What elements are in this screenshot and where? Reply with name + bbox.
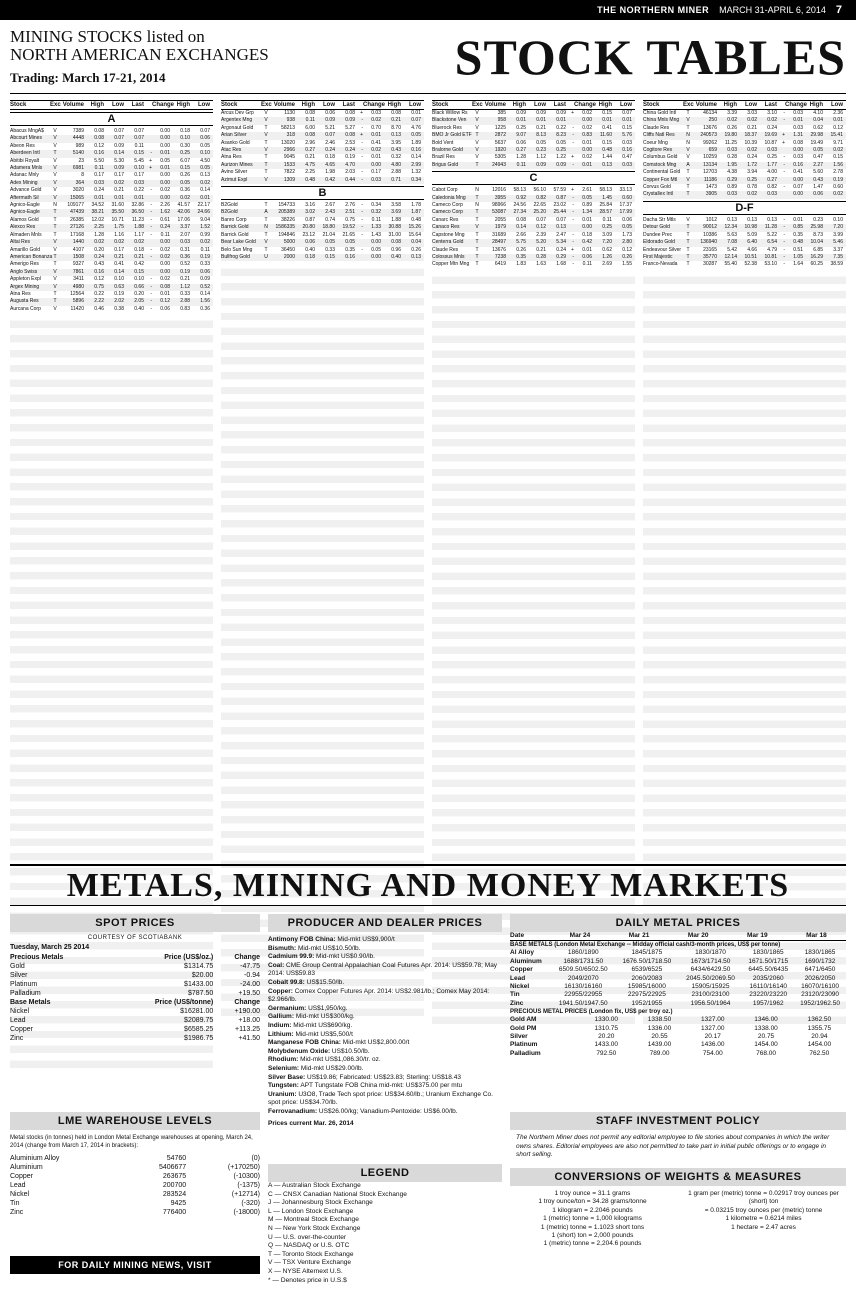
conversion-item: 1 troy ounce/ton = 34.28 grams/tonne	[538, 1198, 647, 1206]
stock-rows	[432, 110, 635, 169]
price-row: Zinc $1986.75 +41.50	[10, 1035, 260, 1042]
stock-row: Amerigo Res T 9327 0.43 0.41 0.42 0.00 0.52 0.33	[10, 261, 210, 268]
staff-policy	[510, 1112, 846, 1164]
metal-row: Copper 6509.50/6502.50 6539/6525 6434/6429.50 6445.50/6435 6471/6450	[510, 966, 836, 974]
producer-list	[268, 936, 502, 1116]
producer-item: Manganese FOB China: Mid-mkt US$2,800.00/t	[268, 1039, 410, 1047]
price-row: Lead $2089.75 +18.00	[10, 1017, 260, 1024]
legend-item: C — CNSX Canadian National Stock Exchange	[268, 1190, 407, 1198]
producer-item: Tungsten: APT Tungstate FOB China mid-mkt: US$375.00 per mtu	[268, 1082, 463, 1090]
stock-rows	[221, 110, 424, 184]
stock-row: Endeavour Silver T 23165 5.42 4.66 4.79 - 0.51 6.85 3.37	[643, 246, 843, 253]
lme-warehouse	[10, 1112, 260, 1217]
stock-row: Arcus Dev Grp V 1130 0.08 0.06 0.08 + 0.03 0.08 0.01	[221, 110, 421, 116]
stock-row: Appleton Expl V 3411 0.12 0.10 0.10 - 0.02 0.21 0.09	[10, 276, 210, 283]
legend-item: U — U.S. over-the-counter	[268, 1233, 347, 1241]
stock-row: Almaden Mnls T 17168 1.28 1.16 1.17 - 0.11 2.07 0.99	[10, 231, 210, 238]
price-row: Silver $20.00 -0.94	[10, 972, 260, 979]
price-row: Tin 9425 (-320)	[10, 1200, 260, 1207]
stock-rows	[643, 217, 846, 269]
section-letter-c: C	[432, 171, 635, 185]
precious-table: Precious Metals Price (US$/oz.) Change Gold $1314.75 -47.75 Silver $20.00 -0.94 Platinum $1433.00 -24.00 Palladium $787.50 +19.50 Base Metals Price (US$/tonne) Change Nickel $16281.00 +190.00 Lead $2089.75 +18.00 Copper $6585.25 +113.25 Zinc $1986.75 +41.50	[10, 954, 260, 1042]
metal-row: Nickel 16130/16160 15985/16000 15905/15925 16110/16140 16070/16100	[510, 983, 840, 991]
metal-row: Zinc 1941.50/1947.50 1952/1955 1956.50/1964 1957/1962 1952/1962.50	[510, 999, 840, 1007]
stock-column-4	[643, 100, 846, 860]
stock-row: Belo Sun Mng T 36450 0.40 0.33 0.35 - 0.05 0.96 0.26	[221, 246, 421, 253]
daily-note-base: BASE METALS (London Metal Exchange -- Midday official cash/3-month prices, US$ per tonne)	[510, 942, 781, 949]
conversion-item: 1 (metric) tonne = 2,204.6 pounds	[543, 1240, 642, 1248]
producer-item: Lithium: Mid-mkt US$5,500/t	[268, 1030, 353, 1038]
producer-item: Silver Base: US$19.86; Fabricated: US$23.83; Sterling: US$18.43	[268, 1073, 461, 1081]
stock-row: Barrick Gold N 1586335 20.80 18.80 19.52 - 1.33 30.88 15.26	[221, 224, 424, 231]
producer-title: PRODUCER AND DEALER PRICES	[268, 914, 502, 932]
stock-row: Alexco Res T 27126 2.25 1.75 1.88 - 0.24 3.37 1.52	[10, 224, 213, 231]
stock-row: Brazil Res V 5305 1.28 1.12 1.22 + 0.02 1.44 0.47	[432, 154, 632, 161]
stock-rows	[643, 110, 846, 199]
stock-row: Claude Res T 13676 0.26 0.21 0.24 0.03 0.62 0.12	[643, 124, 843, 131]
column-header: Stock Exc Volume High Low Last Change High Low	[10, 100, 213, 110]
stock-column-2	[221, 100, 424, 860]
price-row: Lead 200700 (-1375)	[10, 1182, 260, 1189]
stock-row: Arian Silver V 318 0.08 0.07 0.08 + 0.01 0.13 0.05	[221, 132, 424, 139]
stock-row: BMO Jr Gold ETF T 2872 9.07 8.13 8.23 - 0.83 11.60 5.76	[432, 132, 635, 139]
stock-row: Agnico-Eagle N 109177 34.52 31.60 32.86 - 2.26 41.57 22.17	[10, 202, 210, 209]
stock-row: Banro Corp T 38226 0.87 0.74 0.75 - 0.11 1.88 0.48	[221, 216, 421, 223]
metal-row: Tin 22955/22955 22975/22925 23100/23100 23220/23220 23120/23090	[510, 991, 840, 999]
price-row: Platinum $1433.00 -24.00	[10, 981, 260, 988]
producer-item: Selenium: Mid-mkt US$29.00/lb.	[268, 1064, 364, 1072]
column-header: Stock Exc Volume High Low Last Change High Low	[643, 100, 846, 110]
stock-row: Bullfrog Gold U 2000 0.18 0.15 0.16 0.00 0.40 0.13	[221, 254, 424, 261]
daily-note-precious: PRECIOUS METAL PRICES (London fix, US$ per troy oz.)	[510, 1009, 673, 1016]
conversion-item: 1 kilometre = 0.6214 miles	[725, 1215, 802, 1223]
conversion-item: 1 kilogram = 2.2046 pounds	[552, 1206, 633, 1214]
stock-row: Argentex Mng V 938 0.11 0.09 0.09 - 0.02 0.21 0.07	[221, 117, 424, 124]
legend-item: X — NYSE Alternext U.S.	[268, 1267, 343, 1275]
column-header: Stock Exc Volume High Low Last Change High Low	[432, 100, 635, 110]
stock-row: Colossus Mnls T 7238 0.35 0.28 0.29 - 0.06 1.26 0.26	[432, 254, 635, 261]
stock-row: Franco-Nevada T 30287 55.40 52.38 53.10 - 1.64 60.25 38.59	[643, 261, 843, 268]
stock-row: Augusta Res T 5896 2.22 2.02 2.05 - 0.12 2.88 1.56	[10, 298, 213, 305]
price-row: Copper 263675 (-10300)	[10, 1173, 260, 1180]
producer-item: Molybdenum Oxide: US$10.50/lb.	[268, 1047, 370, 1055]
metal-row: Gold PM 1310.75 1336.00 1327.00 1338.00 1355.75	[510, 1024, 832, 1032]
spot-prices	[10, 914, 260, 1043]
section-letter-a: A	[10, 112, 213, 126]
top-bar	[0, 0, 856, 20]
stock-row: Altai Res V 1440 0.02 0.02 0.02 0.00 0.03 0.02	[10, 239, 213, 246]
producer-item: Copper: Comex Copper Futures Apr. 2014: US$2.981/lb.; Comex May 2014: $2.966/lb.	[268, 987, 490, 1004]
masthead-line2: NORTH AMERICAN EXCHANGES	[10, 45, 269, 64]
stock-row: Continental Gold T 12703 4.38 3.94 4.00 - 0.41 5.60 2.78	[643, 169, 843, 176]
spot-title: SPOT PRICES	[10, 914, 260, 932]
daily-base-table	[510, 949, 846, 1008]
legend	[268, 1164, 502, 1285]
stock-row: Columbus Gold V 10259 0.28 0.24 0.25 - 0.03 0.47 0.15	[643, 154, 843, 161]
stock-row: Argex Mining V 4980 0.75 0.63 0.66 - 0.08 1.12 0.52	[10, 284, 213, 291]
stock-row: Asanko Gold T 13020 2.96 2.46 2.53 - 0.41 3.95 1.89	[221, 139, 421, 146]
stock-row: First Majestic T 35770 12.14 10.51 10.81 - 1.05 16.29 7.35	[643, 254, 846, 261]
issue-date: MARCH 31-APRIL 6, 2014	[719, 5, 826, 15]
legend-item: * — Denotes price in U.S.$	[268, 1276, 347, 1284]
stock-row: Caledonia Mng T 3955 0.92 0.82 0.87 - 0.05 1.45 0.60	[432, 195, 635, 202]
producer-item: Cobalt 99.8: US$15.50/lb.	[268, 978, 345, 986]
producer-item: Bismuth: Mid-mkt US$10.50/lb.	[268, 944, 361, 952]
daily-precious-table	[510, 1016, 846, 1058]
stock-row: Azimut Expl V 1309 0.48 0.42 0.44 - 0.03 0.71 0.34	[221, 177, 424, 184]
stock-row: Atna Res T 12564 0.22 0.19 0.20 - 0.01 0.33 0.14	[10, 290, 210, 297]
price-row: Nickel 283524 (+12714)	[10, 1191, 260, 1198]
price-row: Nickel $16281.00 +190.00	[10, 1008, 260, 1015]
stock-row: China Mnls Mng V 250 0.02 0.02 0.02 - 0.01 0.04 0.01	[643, 117, 846, 124]
conversion-item: = 0.03215 troy ounces per (metric) tonne	[704, 1206, 823, 1214]
stock-row: Capstone Mng T 31689 2.66 2.39 2.47 - 0.18 3.09 1.73	[432, 231, 632, 238]
stock-row: China Gold Intl T 46134 3.39 3.03 3.10 - 0.03 4.10 2.36	[643, 110, 843, 116]
metal-row: Platinum 1433.00 1439.00 1436.00 1454.00 1454.00	[510, 1041, 832, 1049]
stock-row: Black Willow Rs V 385 0.09 0.09 0.09 + 0.02 0.15 0.07	[432, 110, 632, 116]
price-row: Copper $6585.25 +113.25	[10, 1026, 260, 1033]
producer-item: Uranium: U3O8, Trade Tech spot price: US$34.60/lb.; Uranium Exchange Co. spot price: US$34.70/lb.	[268, 1090, 493, 1107]
lme-table	[10, 1154, 260, 1217]
stock-row: Barrick Gold T 194846 23.12 21.04 21.65 - 1.43 31.00 15.64	[221, 231, 421, 238]
stock-row: Bold Vent V 5637 0.06 0.05 0.05 - 0.01 0.15 0.03	[432, 139, 632, 146]
legend-item: L — London Stock Exchange	[268, 1207, 354, 1215]
daily-table: Date Mar 24 Mar 21 Mar 20 Mar 19 Mar 18	[510, 932, 846, 941]
stock-tables	[10, 100, 846, 860]
metal-row: Lead 2049/2070 2060/2083 2045.50/2069.50 2035/2060 2026/2050	[510, 974, 836, 982]
conversion-item: 1 gram per (metric) tonne = 0.02917 troy ounces per (short) ton	[688, 1190, 839, 1206]
stock-row: American Bonanza T 1508 0.24 0.21 0.21 - 0.02 0.36 0.19	[10, 254, 213, 261]
table-filler	[221, 261, 424, 1021]
spot-courtesy: COURTESY OF SCOTIABANK	[87, 935, 183, 941]
stock-row: Argonaut Gold T 58213 6.00 5.21 5.27 - 0.70 8.70 4.76	[221, 124, 421, 131]
legend-item: T — Toronto Stock Exchange	[268, 1250, 354, 1258]
stock-row: Centerra Gold T 28497 5.75 5.20 5.34 - 0.42 7.20 2.80	[432, 239, 635, 246]
conversion-item: 1 troy ounce = 31.1 grams	[554, 1190, 631, 1197]
stock-row: Cabot Corp N 12016 58.13 56.10 57.59 + 2.61 58.13 33.13	[432, 187, 632, 194]
conversion-item: 1 (short) ton = 2,000 pounds	[551, 1232, 634, 1240]
stock-row: Blackstone Ven V 958 0.01 0.01 0.01 0.00 0.01 0.01	[432, 117, 635, 124]
stock-row: Aurcana Corp V 11420 0.46 0.38 0.40 - 0.06 0.83 0.36	[10, 305, 210, 312]
stock-row: Canaco Res V 1979 0.14 0.12 0.13 0.00 0.25 0.05	[432, 224, 635, 231]
stock-row: Abeon Res V 989 0.12 0.09 0.11 0.00 0.30 0.05	[10, 142, 210, 149]
stock-rows	[221, 202, 424, 261]
stock-row: Abcourt Mines V 4448 0.08 0.07 0.07 0.00 0.10 0.06	[10, 135, 213, 142]
staff-text: The Northern Miner does not permit any editorial employee to file stories about companies in which the writer owns shares. Editorial employees are also not permitted to take part in initial public offerings or to engage in short selling.	[516, 1134, 830, 1159]
stock-row: Dundee Prec T 10386 5.63 5.09 5.22 - 0.35 8.73 3.99	[643, 231, 843, 238]
stock-row: Atac Res V 2966 0.27 0.24 0.24 - 0.02 0.43 0.16	[221, 147, 424, 154]
metal-row: Aluminum 1688/1731.50 1676.50/1718.50 1673/1714.50 1671.50/1715 1690/1732	[510, 957, 836, 965]
stock-row: Adamera Mnls V 6981 0.11 0.09 0.10 + 0.01 0.15 0.05	[10, 165, 213, 172]
stock-row: Agnico-Eagle T 47439 38.21 35.50 36.50 - 1.62 42.06 24.66	[10, 209, 213, 216]
lme-title: LME WAREHOUSE LEVELS	[10, 1112, 260, 1130]
legend-item: J — Johannesburg Stock Exchange	[268, 1199, 373, 1207]
stock-row: B2Gold T 154733 3.16 2.67 2.76 - 0.34 3.58 1.78	[221, 202, 421, 209]
producer-item: Coal: CME Group Central Appalachian Coal Futures Apr. 2014: US$59.78; May 2014: US$59.83	[268, 961, 498, 978]
price-row: Palladium $787.50 +19.50	[10, 990, 260, 997]
stock-row: Alamos Gold T 26385 12.02 10.71 11.23 - 0.61 17.06 9.04	[10, 216, 210, 223]
stock-row: Cliffs Natl Res N 240573 19.80 18.37 19.69 + 1.31 29.98 15.41	[643, 132, 846, 139]
producer-item: Cadmium 99.9: Mid-mkt US$0.90/lb.	[268, 953, 375, 961]
price-row: Gold $1314.75 -47.75	[10, 963, 260, 970]
page-number: 7	[835, 4, 842, 16]
stock-row: Corvus Gold T 1473 0.89 0.78 0.82 - 0.07 1.47 0.60	[643, 184, 843, 191]
legend-title: LEGEND	[268, 1164, 502, 1182]
lme-text: Metal stocks (in tonnes) held in London Metal Exchange warehouses at opening, March 24, 2014 (change from March 17, 2014 in brackets):	[10, 1135, 253, 1149]
stock-row: Cogitore Res V 659 0.03 0.02 0.03 0.00 0.05 0.02	[643, 147, 846, 154]
paper-name: THE NORTHERN MINER	[597, 5, 710, 15]
producer-item: Gallium: Mid-mkt US$300/kg.	[268, 1013, 355, 1021]
producer-item: Indium: Mid-mkt US$690/kg.	[268, 1021, 353, 1029]
metal-row: Al Alloy 1860/1890 1845/1875 1830/1870 1830/1865 1830/1865	[510, 949, 836, 957]
stock-row: Cameco Corp T 53087 27.34 25.20 25.44 - 1.34 28.57 17.99	[432, 209, 635, 216]
legend-item: N — New York Stock Exchange	[268, 1224, 361, 1232]
stock-column-1	[10, 100, 213, 860]
trading-dates: Trading: March 17-21, 2014	[10, 70, 166, 85]
stock-rows	[432, 187, 635, 268]
stock-row: Avino Silver T 7822 2.25 1.98 2.03 - 0.17 2.88 1.32	[221, 169, 421, 176]
price-row: Aluminium Alloy 54760 (0)	[10, 1155, 260, 1162]
stock-row: Canarc Res T 2055 0.08 0.07 0.07 - 0.01 0.11 0.06	[432, 216, 632, 223]
producer-prices	[268, 914, 502, 1129]
stock-row: Brigus Gold T 24943 0.11 0.09 0.09 - 0.01 0.13 0.03	[432, 162, 635, 169]
price-row: Aluminium 5406677 (+170250)	[10, 1164, 260, 1171]
stock-row: B2Gold A 205389 3.02 2.43 2.51 - 0.32 3.69 1.87	[221, 209, 424, 216]
section-banner: METALS, MINING AND MONEY MARKETS	[10, 864, 846, 906]
producer-item: Rhodium: Mid-mkt US$1,086.30/tr. oz.	[268, 1056, 381, 1064]
producer-item: Ferrovanadium: US$26.00/kg; Vanadium-Pentoxide: US$6.00/lb.	[268, 1107, 458, 1115]
stock-row: Detour Gold T 90012 12.34 10.98 11.28 - 0.85 25.98 7.20	[643, 224, 846, 231]
metal-row: Silver 20.20 20.55 20.17 20.75 20.94	[510, 1033, 828, 1041]
stock-row: Copper Mtn Mng T 6419 1.83 1.63 1.68 - 0.11 2.69 1.55	[432, 261, 632, 268]
stock-row: Crystallex Intl T 3905 0.03 0.02 0.03 0.00 0.06 0.02	[643, 191, 846, 198]
footer-banner[interactable]: FOR DAILY MINING NEWS, VISIT WWW.NORTHERNMINER.COM	[10, 1256, 260, 1274]
metal-row: Gold AM 1330.00 1338.50 1327.00 1346.00 1362.50	[510, 1016, 832, 1024]
stock-row: Copper Fox Mtl V 11186 0.29 0.25 0.27 0.00 0.43 0.19	[643, 177, 846, 184]
masthead-line1: MINING STOCKS listed on	[10, 27, 205, 46]
stock-row: Abacus MngA$ V 7389 0.08 0.07 0.07 0.00 0.18 0.07	[10, 128, 210, 134]
stock-row: Comstock Mng A 13134 1.95 1.72 1.77 - 0.16 2.27 1.56	[643, 162, 846, 169]
conversions-title: CONVERSIONS OF WEIGHTS & MEASURES	[510, 1168, 846, 1186]
producer-footer: Prices current Mar. 26, 2014	[268, 1120, 354, 1128]
daily-title: DAILY METAL PRICES	[510, 914, 846, 932]
legend-list	[268, 1182, 502, 1285]
stock-row: Cameco Corp N 98966 24.56 22.65 23.02 - 0.89 25.84 17.37	[432, 202, 632, 209]
stock-row: Bralorne Gold V 1920 0.27 0.23 0.25 0.00 0.48 0.16	[432, 147, 635, 154]
masthead	[10, 28, 846, 94]
stock-column-3	[432, 100, 635, 860]
legend-item: A — Australian Stock Exchange	[268, 1182, 361, 1189]
stock-row: Aftermath Sil V 15065 0.01 0.01 0.01 0.00 0.02 0.01	[10, 195, 213, 202]
stock-row: Bluerock Res V 1225 0.25 0.21 0.22 - 0.02 0.41 0.15	[432, 124, 632, 131]
section-letter-df: D-F	[643, 201, 846, 215]
column-header: Stock Exc Volume High Low Last Change High Low	[221, 100, 424, 110]
stock-row: Advance Gold V 3020 0.24 0.21 0.22 - 0.02 0.36 0.14	[10, 187, 210, 194]
section-letter-b: B	[221, 186, 424, 200]
stock-rows	[10, 128, 213, 313]
daily-metal-prices	[510, 914, 846, 1058]
stock-row: Anglo Swiss V 7861 0.16 0.14 0.15 0.00 0.19 0.06	[10, 269, 213, 276]
metal-row: Palladium 792.50 789.00 754.00 768.00 762.50	[510, 1049, 830, 1057]
conversion-item: 1 hectare = 2.47 acres	[731, 1223, 796, 1231]
price-row: Zinc 776400 (-18000)	[10, 1209, 260, 1216]
spot-date: Tuesday, March 25 2014	[10, 944, 90, 951]
conversions	[510, 1168, 846, 1249]
stock-row: Coeur Mng N 99262 11.25 10.39 10.87 + 0.08 19.49 9.71	[643, 139, 843, 146]
conversions-right	[681, 1190, 846, 1249]
producer-item: Germanium: US$1,950/kg.	[268, 1004, 348, 1012]
stock-row: Claude Res T 13676 0.26 0.21 0.24 + 0.01 0.62 0.12	[432, 246, 632, 253]
stock-row: Aurizon Mines T 1533 4.75 4.65 4.70 0.00 4.80 2.99	[221, 162, 424, 169]
staff-title: STAFF INVESTMENT POLICY	[510, 1112, 846, 1130]
legend-item: M — Montreal Stock Exchange	[268, 1216, 359, 1224]
page-title: STOCK TABLES	[454, 29, 846, 85]
stock-row: Abitibi Royalt V 23 5.50 5.30 5.45 + 0.05 6.07 4.50	[10, 157, 210, 164]
stock-row: Dacha Str Mtls V 1012 0.13 0.13 0.13 - 0.01 0.23 0.10	[643, 216, 843, 223]
producer-item: Antimony FOB China: Mid-mkt US$9,900/t	[268, 936, 395, 943]
conversion-item: 1 (metric) tonne = 1,000 kilograms	[543, 1215, 642, 1223]
stock-row: Adanac Mnly V 8 0.17 0.17 0.17 0.00 0.26 0.13	[10, 172, 210, 179]
stock-row: Aberdeen Intl T 5140 0.16 0.14 0.15 - 0.01 0.25 0.10	[10, 150, 213, 157]
legend-item: V — TSX Venture Exchange	[268, 1259, 352, 1267]
stock-row: Adex Mining V 364 0.03 0.02 0.03 0.00 0.05 0.02	[10, 180, 213, 187]
conversion-item: 1 (metric) tonne = 1.1023 short tons	[540, 1223, 645, 1231]
legend-item: Q — NASDAQ or U.S. OTC	[268, 1242, 350, 1250]
stock-row: Eldorado Gold T 136940 7.08 6.40 6.54 - 0.48 10.04 5.46	[643, 239, 846, 246]
stock-row: Atna Res T 9045 0.21 0.18 0.19 - 0.01 0.32 0.14	[221, 154, 421, 161]
stock-row: Amarillo Gold V 4107 0.20 0.17 0.18 - 0.02 0.31 0.11	[10, 246, 210, 253]
stock-row: Bear Lake Gold V 5000 0.06 0.05 0.05 0.00 0.08 0.04	[221, 239, 424, 246]
conversions-left	[510, 1190, 675, 1249]
